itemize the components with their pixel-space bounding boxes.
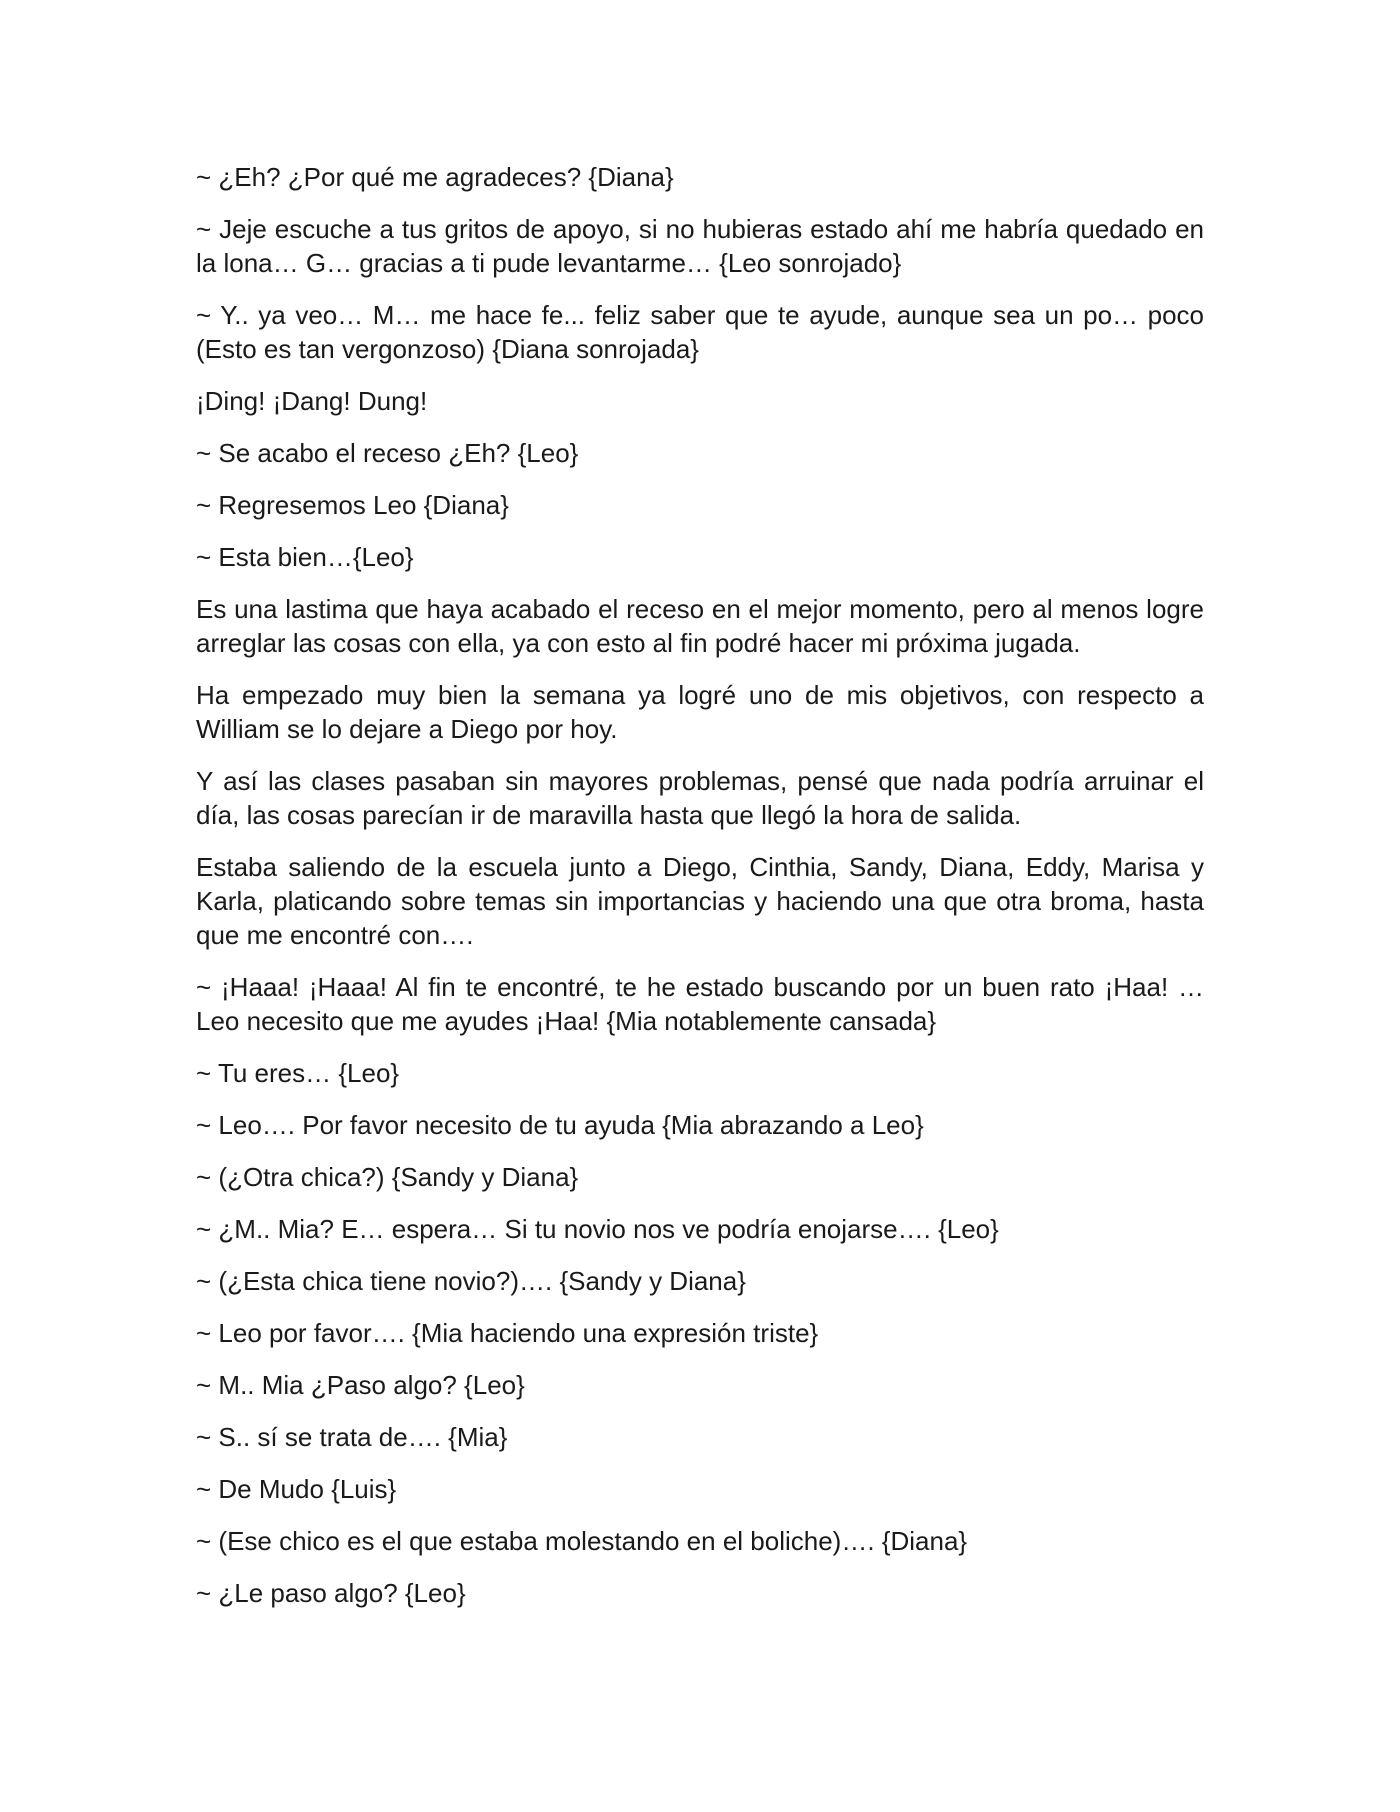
paragraph: ~ Se acabo el receso ¿Eh? {Leo} [196,438,579,468]
paragraph: ~ ¿M.. Mia? E… espera… Si tu novio nos ve podría enojarse…. {Leo} [196,1214,999,1244]
paragraph: ~ S.. sí se trata de…. {Mia} [196,1422,508,1452]
paragraph: ~ Jeje escuche a tus gritos de apoyo, si no hubieras estado ahí me habría quedado en la lona… G… gracias a ti pude levantarme… {Leo sonrojado} [196,214,1204,278]
paragraph: ~ ¿Eh? ¿Por qué me agradeces? {Diana} [196,162,674,192]
paragraph: ¡Ding! ¡Dang! Dung! [196,386,428,416]
paragraph: Estaba saliendo de la escuela junto a Diego, Cinthia, Sandy, Diana, Eddy, Marisa y Karla, platicando sobre temas sin importancias y haciendo una que otra broma, hasta que me encontré con…. [196,852,1204,950]
paragraph: ~ Tu eres… {Leo} [196,1058,400,1088]
paragraph: ~ (¿Esta chica tiene novio?)…. {Sandy y Diana} [196,1266,746,1296]
paragraph: ~ ¿Le paso algo? {Leo} [196,1578,466,1608]
paragraph: ~ Leo por favor…. {Mia haciendo una expresión triste} [196,1318,819,1348]
paragraph: ~ (Ese chico es el que estaba molestando en el boliche)…. {Diana} [196,1526,968,1556]
paragraph: Y así las clases pasaban sin mayores problemas, pensé que nada podría arruinar el día, las cosas parecían ir de maravilla hasta que llegó la hora de salida. [196,766,1204,830]
paragraph: ~ M.. Mia ¿Paso algo? {Leo} [196,1370,525,1400]
paragraph: ~ De Mudo {Luis} [196,1474,397,1504]
paragraph: ~ Leo…. Por favor necesito de tu ayuda {Mia abrazando a Leo} [196,1110,924,1140]
paragraph: ~ ¡Haaa! ¡Haaa! Al fin te encontré, te he estado buscando por un buen rato ¡Haa! … Leo necesito que me ayudes ¡Haa! {Mia notablemente cansada} [196,972,1204,1036]
paragraph: Ha empezado muy bien la semana ya logré uno de mis objetivos, con respecto a William se lo dejare a Diego por hoy. [196,680,1204,744]
paragraph: ~ Y.. ya veo… M… me hace fe... feliz saber que te ayude, aunque sea un po… poco (Esto es tan vergonzoso) {Diana sonrojada} [196,300,1204,364]
paragraph: ~ Esta bien…{Leo} [196,542,414,572]
document-body [196,160,1204,1628]
paragraph: ~ Regresemos Leo {Diana} [196,490,509,520]
paragraph: Es una lastima que haya acabado el receso en el mejor momento, pero al menos logre arreglar las cosas con ella, ya con esto al fin podré hacer mi próxima jugada. [196,594,1204,658]
paragraph: ~ (¿Otra chica?) {Sandy y Diana} [196,1162,579,1192]
